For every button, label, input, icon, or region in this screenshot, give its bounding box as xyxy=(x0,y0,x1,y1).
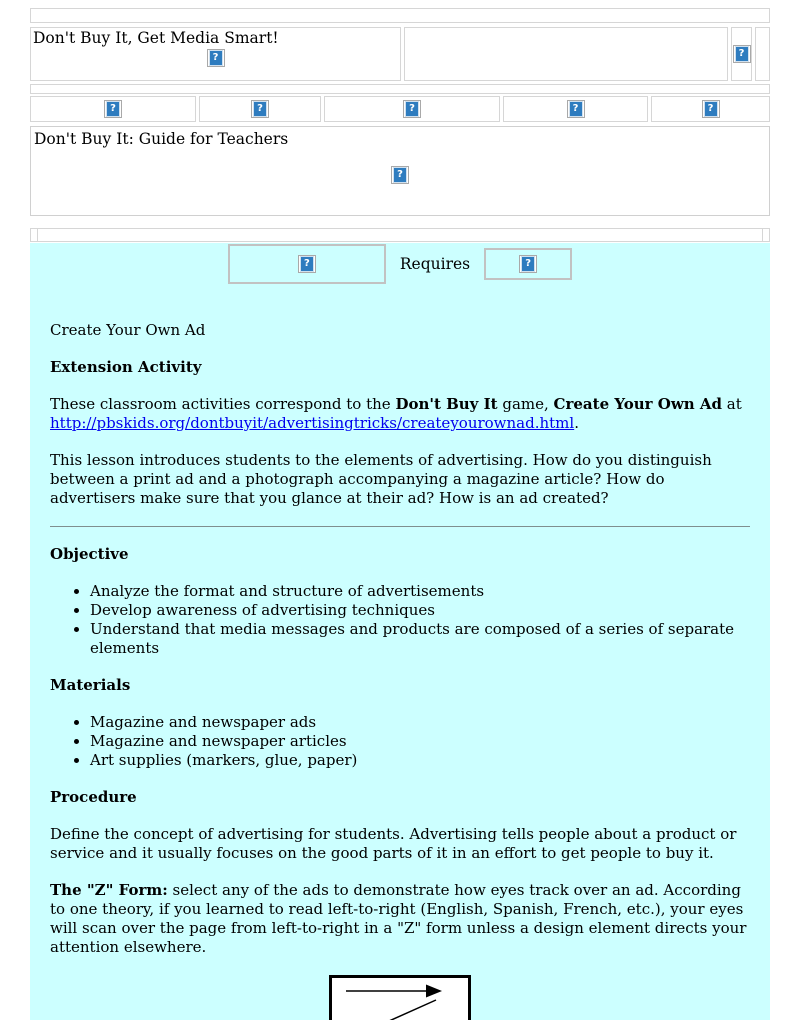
content-area xyxy=(30,243,770,1020)
broken-image-icon[interactable] xyxy=(519,255,537,273)
materials-list xyxy=(50,713,750,770)
divider-end-cell xyxy=(762,229,769,241)
question-glyph: ? xyxy=(393,167,407,183)
question-glyph: ? xyxy=(300,256,314,272)
top-spacer-bar xyxy=(30,8,770,23)
list-item: • Analyze the format and structure of advertisements xyxy=(90,582,750,601)
broken-image-icon[interactable] xyxy=(733,45,751,63)
divider-end-cell xyxy=(31,229,38,241)
requires-label: Requires xyxy=(399,255,471,273)
game-logo-placeholder xyxy=(228,244,386,284)
procedure-heading xyxy=(50,788,750,807)
list-item: • Magazine and newspaper ads xyxy=(90,713,750,732)
objective-label: Objective xyxy=(50,545,129,563)
materials-label: Materials xyxy=(50,676,131,694)
intro-text: game, xyxy=(497,395,554,413)
question-glyph: ? xyxy=(735,46,749,62)
question-glyph: ? xyxy=(253,101,267,117)
extension-activity-label: Extension Activity xyxy=(50,358,202,376)
nav-item-5[interactable] xyxy=(651,96,770,122)
article-body xyxy=(30,321,770,1020)
broken-image-icon xyxy=(298,255,316,273)
mid-spacer-bar xyxy=(30,84,770,94)
question-glyph: ? xyxy=(106,101,120,117)
period: . xyxy=(574,414,579,432)
z-form-text: select any of the ads to demonstrate how eyes track over an ad. According to one theory, if you learned to read left-to-right (English, Spanish, French, etc.), your eyes will scan over the page from left-to-right in a "Z" form unless a design element directs your attention elsewhere. xyxy=(50,881,747,956)
site-title: Don't Buy It, Get Media Smart! xyxy=(33,29,279,47)
broken-image-icon[interactable] xyxy=(251,100,269,118)
header-middle-cell xyxy=(404,27,728,81)
lesson-paragraph: This lesson introduces students to the elements of advertising. How do you distinguish between a print ad and a photograph accompanying a magazine article? How do advertisers make sure that you glance at their ad? How is an ad created? xyxy=(50,451,712,507)
broken-image-icon[interactable] xyxy=(567,100,585,118)
banner-icon-wrap xyxy=(33,49,398,67)
intro-text: at xyxy=(722,395,742,413)
broken-image-icon xyxy=(391,166,409,184)
activity-url-link[interactable]: http://pbskids.org/dontbuyit/advertisingtricks/createyourownad.html xyxy=(50,414,575,432)
question-glyph: ? xyxy=(569,101,583,117)
guide-title: Don't Buy It: Guide for Teachers xyxy=(34,130,289,148)
nav-bar xyxy=(30,96,770,122)
section-divider xyxy=(50,526,750,527)
materials-heading xyxy=(50,676,750,695)
objective-list xyxy=(50,582,750,658)
z-form-diagram xyxy=(329,975,471,1020)
nav-item-4[interactable] xyxy=(503,96,648,122)
intro-text: These classroom activities correspond to the xyxy=(50,395,396,413)
list-item: • Develop awareness of advertising techniques xyxy=(90,601,750,620)
procedure-define-paragraph: Define the concept of advertising for students. Advertising tells people about a product or service and it usually focuses on the good parts of it in an effort to get people to buy it. xyxy=(50,825,737,862)
requires-line xyxy=(30,243,770,284)
list-item: • Magazine and newspaper articles xyxy=(90,732,750,751)
question-glyph: ? xyxy=(405,101,419,117)
article-heading: Create Your Own Ad xyxy=(50,321,206,339)
z-form-paragraph xyxy=(50,881,750,957)
thin-divider-row xyxy=(30,228,770,242)
z-arrow-graphic xyxy=(332,978,468,1020)
header-end-cell xyxy=(755,27,770,81)
list-item: • Art supplies (markers, glue, paper) xyxy=(90,751,750,770)
activity-name-bold: Create Your Own Ad xyxy=(553,395,723,413)
nav-item-1[interactable] xyxy=(30,96,196,122)
page xyxy=(30,8,770,1020)
objective-heading xyxy=(50,545,750,564)
intro-paragraph xyxy=(50,395,750,433)
broken-image-icon[interactable] xyxy=(207,49,225,67)
z-form-label: The "Z" Form: xyxy=(50,881,168,899)
broken-image-icon[interactable] xyxy=(104,100,122,118)
question-glyph: ? xyxy=(704,101,718,117)
broken-image-icon[interactable] xyxy=(702,100,720,118)
header-right-cell xyxy=(731,27,752,81)
procedure-label: Procedure xyxy=(50,788,137,806)
header-row xyxy=(30,27,770,81)
banner-cell xyxy=(30,27,401,81)
extension-activity-heading xyxy=(50,358,750,377)
nav-item-3[interactable] xyxy=(324,96,500,122)
broken-image-icon[interactable] xyxy=(403,100,421,118)
question-glyph: ? xyxy=(209,50,223,66)
game-name-bold: Don't Buy It xyxy=(395,395,498,413)
flash-plugin-placeholder[interactable] xyxy=(484,248,572,280)
list-item: • Understand that media messages and products are composed of a series of separate elements xyxy=(90,620,750,658)
guide-header-box xyxy=(30,126,770,216)
question-glyph: ? xyxy=(521,256,535,272)
nav-item-2[interactable] xyxy=(199,96,321,122)
